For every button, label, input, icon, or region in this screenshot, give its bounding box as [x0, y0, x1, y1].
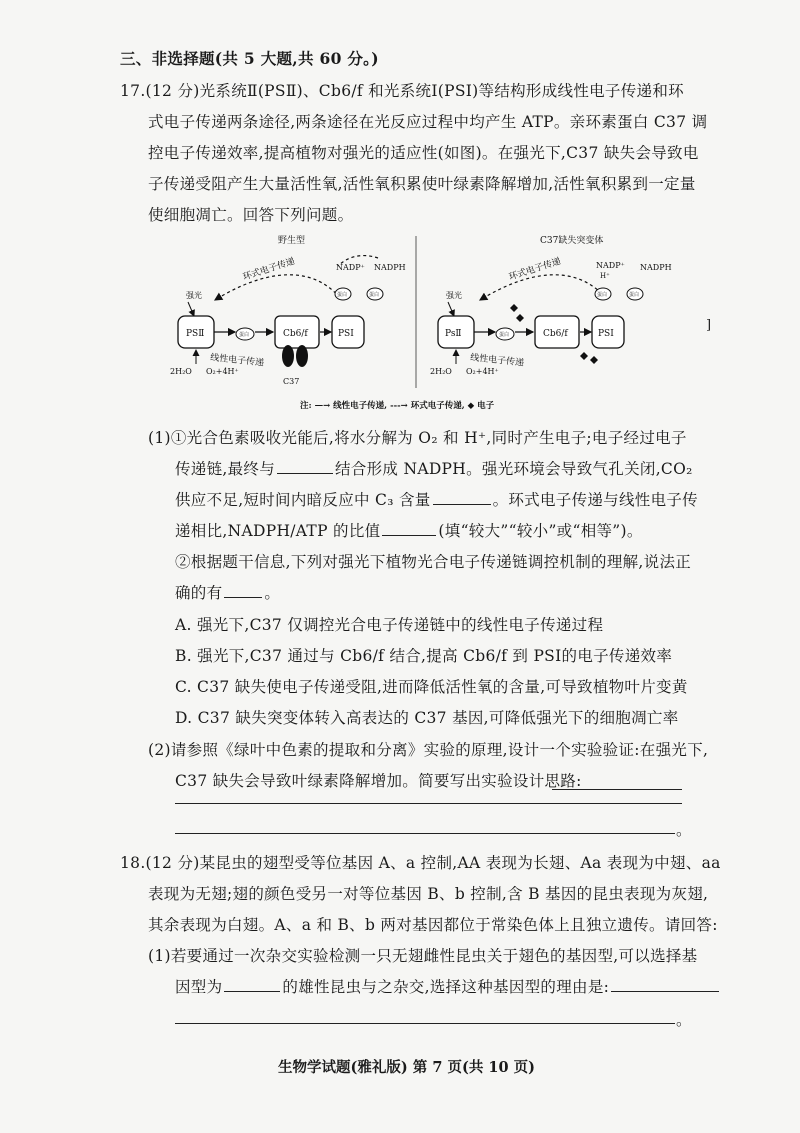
q17-p1-line-2: 传递链,最终与 结合形成 NADPH。强光环境会导致气孔关闭,CO₂ — [175, 460, 693, 478]
q18-line-4: (1)若要通过一次杂交实验检测一只无翅雌性昆虫关于翅色的基因型,可以选择基 — [148, 947, 698, 965]
electron-icon-3 — [580, 352, 588, 360]
electron-icon-2 — [516, 314, 524, 322]
q17-p1-line-6: 确的有 。 — [175, 584, 281, 602]
ps1-label-wt: PSⅠ — [338, 329, 354, 339]
cb6f-label-mut: Cb6/f — [543, 329, 568, 339]
electron-icon-1 — [510, 304, 518, 312]
electron-transport-figure — [160, 232, 720, 414]
figure-note: 注: —→ 线性电子传递, ---→ 环式电子传递, ◆ 电子 — [300, 401, 495, 411]
nadph-label-mut: NADPH — [640, 263, 672, 272]
protein-label-wt-1: 蛋白 — [239, 332, 250, 338]
protein-label-wt-2: 蛋白 — [337, 292, 348, 298]
cyclic-path-wt — [215, 275, 340, 300]
q17-line-5: 使细胞凋亡。回答下列问题。 — [148, 206, 354, 224]
q18-line-2: 表现为无翅;翅的颜色受另一对等位基因 B、b 控制,含 B 基因的昆虫表现为灰翅, — [148, 885, 709, 903]
answer-rule-3[interactable] — [175, 833, 675, 834]
oxygen-label-wt: O₂+4H⁺ — [206, 367, 239, 376]
strong-light-label-mut: 强光 — [446, 291, 462, 300]
answer-rule-2[interactable] — [175, 803, 682, 804]
ps1-label-mut: PSⅠ — [598, 329, 614, 339]
protein-label-wt-3: 蛋白 — [369, 292, 380, 298]
water-label-wt: 2H₂O — [170, 367, 192, 376]
q17-p1-line-5: ②根据题干信息,下列对强光下植物光合电子传递链调控机制的理解,说法正 — [175, 553, 692, 571]
h-plus-label-mut: H⁺ — [600, 272, 610, 280]
nadph-label-wt: NADPH — [374, 263, 406, 272]
mutant-title: C37缺失突变体 — [540, 236, 604, 246]
answer-blank-4[interactable] — [224, 596, 262, 598]
q18-end: 。 — [676, 1011, 692, 1029]
section-header: 三、非选择题(共 5 大题,共 60 分。) — [120, 49, 379, 68]
c37-label: C37 — [283, 377, 300, 386]
c37-protein-1 — [282, 345, 294, 367]
q17-line-1: 17.(12 分)光系统Ⅱ(PSⅡ)、Cb6/f 和光系统Ⅰ(PSⅠ)等结构形成线性电子传递和环 — [120, 82, 684, 100]
answer-blank-3[interactable] — [382, 534, 436, 536]
q17-p2-line-1: (2)请参照《绿叶中色素的提取和分离》实验的原理,设计一个实验验证:在强光下, — [148, 741, 709, 759]
protein-label-mut-3: 蛋白 — [629, 292, 640, 298]
q18-line-1: 18.(12 分)某昆虫的翅型受等位基因 A、a 控制,AA 表现为长翅、Aa 表现为中翅、aa — [120, 854, 721, 872]
nadp-label-wt: NADP⁺ — [336, 263, 365, 272]
option-b: B. 强光下,C37 通过与 Cb6/f 结合,提高 Cb6/f 到 PSⅠ的电子传递效率 — [175, 647, 673, 665]
option-d: D. C37 缺失突变体转入高表达的 C37 基因,可降低强光下的细胞凋亡率 — [175, 709, 679, 727]
light-arrow-mut — [448, 302, 454, 316]
answer-blank-5[interactable] — [224, 990, 280, 992]
q18-line-5: 因型为 的雄性昆虫与之杂交,选择这种基因型的理由是: — [175, 975, 721, 997]
q17-line-2: 式电子传递两条途径,两条途径在光反应过程中均产生 ATP。亲环素蛋白 C37 调 — [148, 113, 708, 131]
linear-label-wt: 线性电子传递 — [209, 353, 265, 369]
ps2-label-wt: PSⅡ — [186, 329, 205, 339]
page-footer: 生物学试题(雅礼版) 第 7 页(共 10 页) — [278, 1059, 535, 1076]
q17-p2-end: 。 — [676, 821, 692, 839]
option-a: A. 强光下,C37 仅调控光合电子传递链中的线性电子传递过程 — [175, 616, 604, 634]
q17-line-4: 子传递受阻产生大量活性氧,活性氧积累使叶绿素降解增加,活性氧积累到一定量 — [148, 175, 696, 193]
ps2-label-mut: PsⅡ — [445, 329, 462, 339]
q17-line-3: 控电子传递效率,提高植物对强光的适应性(如图)。在强光下,C37 缺失会导致电 — [148, 144, 699, 162]
light-arrow-wt — [188, 302, 194, 316]
cyclic-label-mut: 环式电子传递 — [507, 256, 563, 283]
answer-blank-2[interactable] — [433, 503, 491, 505]
cb6f-label-wt: Cb6/f — [283, 329, 308, 339]
protein-label-mut-2: 蛋白 — [597, 292, 608, 298]
protein-label-mut-1: 蛋白 — [499, 332, 510, 338]
answer-rule-1[interactable] — [552, 789, 682, 790]
answer-blank-1[interactable] — [277, 472, 333, 474]
c37-protein-2 — [296, 345, 308, 367]
linear-label-mut: 线性电子传递 — [469, 353, 525, 369]
oxygen-label-mut: O₂+4H⁺ — [466, 367, 499, 376]
q17-p1-line-3: 供应不足,短时间内暗反应中 C₃ 含量 。环式电子传递与线性电子传 — [175, 491, 698, 509]
answer-blank-6[interactable] — [611, 990, 719, 992]
margin-mark: ] — [706, 318, 712, 333]
water-label-mut: 2H₂O — [430, 367, 452, 376]
option-c: C. C37 缺失使电子传递受阻,进而降低活性氧的含量,可导致植物叶片变黄 — [175, 678, 688, 696]
answer-rule-4[interactable] — [175, 1023, 675, 1024]
q18-line-3: 其余表现为白翅。A、a 和 B、b 两对基因都位于常染色体上且独立遗传。请回答: — [148, 916, 718, 934]
nadp-label-mut: NADP⁺ — [596, 261, 625, 270]
q17-p1-line-1: (1)①光合色素吸收光能后,将水分解为 O₂ 和 H⁺,同时产生电子;电子经过电子 — [148, 429, 687, 447]
electron-icon-4 — [590, 356, 598, 364]
cyclic-label-wt: 环式电子传递 — [241, 256, 297, 283]
strong-light-label-wt: 强光 — [186, 291, 202, 300]
q17-p2-line-2: C37 缺失会导致叶绿素降解增加。简要写出实验设计思路: — [175, 772, 582, 790]
wildtype-title: 野生型 — [278, 236, 306, 246]
q17-p1-line-4: 递相比,NADPH/ATP 的比值 (填“较大”“较小”或“相等”)。 — [175, 522, 643, 540]
cyclic-path-mut — [480, 275, 606, 300]
